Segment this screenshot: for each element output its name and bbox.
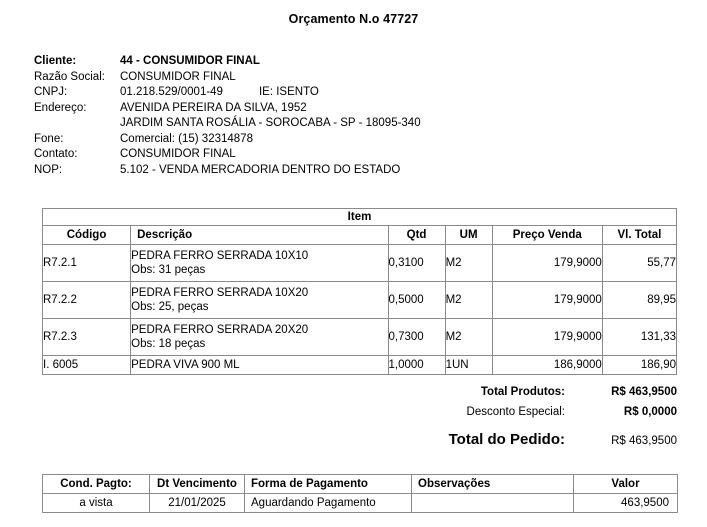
cell-descricao-obs: Obs: 18 peças [131,338,206,350]
info-value-razao-social: CONSUMIDOR FINAL [120,70,236,83]
cell-descricao [131,319,388,356]
info-value-cnpj-number: 01.218.529/0001-49 [120,86,223,98]
cell-qtd: 1,0000 [388,356,445,375]
cell-um: M2 [445,245,492,282]
column-header-valor: Valor [574,475,678,494]
cell-descricao-main: PEDRA VIVA 900 ML [131,359,240,371]
column-header-observacoes: Observações [412,475,574,494]
info-row-cliente [34,54,594,70]
total-row-desconto [320,406,677,426]
table-row [43,494,678,513]
cell-vl-total: 186,90 [602,356,676,375]
info-value-endereco: AVENIDA PEREIRA DA SILVA, 1952 [120,101,307,114]
info-value-contato: CONSUMIDOR FINAL [120,148,236,160]
column-header-descricao: Descrição [131,226,388,245]
cell-vl-total: 131,33 [602,319,676,356]
info-label-razao-social: Razão Social: [34,70,105,83]
info-label-cnpj: CNPJ: [34,86,68,98]
cell-preco-venda: 179,9000 [492,282,602,319]
info-row-contato [34,147,594,163]
info-value-cnpj [120,85,319,101]
column-header-preco-venda: Preço Venda [492,226,602,245]
column-header-um: UM [445,226,492,245]
payment-table [42,474,678,513]
cell-preco-venda: 179,9000 [492,245,602,282]
info-value-ie: IE: ISENTO [258,86,319,98]
total-produtos-value: R$ 463,9500 [611,386,677,398]
cell-preco-venda: 186,9000 [492,356,602,375]
info-value-cliente: 44 - CONSUMIDOR FINAL [120,55,260,67]
column-header-forma-pagamento: Forma de Pagamento [245,475,412,494]
cell-qtd: 0,3100 [388,245,445,282]
item-table-section-title: Item [43,209,677,226]
cell-vl-total: 89,95 [602,282,676,319]
column-header-dt-vencimento: Dt Vencimento [150,475,245,494]
info-row-razao-social [34,70,594,86]
desconto-especial-label: Desconto Especial: [466,406,565,418]
info-value-nop: 5.102 - VENDA MERCADORIA DENTRO DO ESTADO [120,163,401,176]
cell-qtd: 0,7300 [388,319,445,356]
total-pedido-label: Total do Pedido: [448,431,565,448]
cell-descricao [131,282,388,319]
cell-descricao-main: PEDRA FERRO SERRADA 10X20 [131,287,309,299]
cell-observacoes [412,494,574,513]
customer-info-block [34,54,594,178]
column-header-qtd: Qtd [388,226,445,245]
cell-vl-total: 55,77 [602,245,676,282]
totals-block [320,386,677,455]
info-label-endereco: Endereço: [34,101,87,114]
info-value-endereco-line2: JARDIM SANTA ROSÁLIA - SOROCABA - SP - 18095-340 [120,117,421,129]
cell-preco-venda: 179,9000 [492,319,602,356]
total-row-produtos [320,386,677,406]
cell-forma-pagamento: Aguardando Pagamento [245,494,412,513]
cell-descricao-obs: Obs: 25, peças [131,301,209,313]
cell-codigo: R7.2.1 [43,245,131,282]
cell-dt-vencimento: 21/01/2025 [150,494,245,513]
info-label-nop: NOP: [34,163,63,176]
payment-table-header-row [43,475,678,494]
info-row-nop [34,163,594,179]
cell-descricao [131,245,388,282]
cell-descricao [131,356,388,375]
cell-descricao-main: PEDRA FERRO SERRADA 20X20 [131,324,309,336]
page-title: Orçamento N.o 47727 [288,12,419,26]
table-row [43,282,677,319]
info-row-endereco-line2 [34,116,594,132]
cell-codigo: R7.2.3 [43,319,131,356]
cell-valor: 463,9500 [574,494,678,513]
total-pedido-value: R$ 463,9500 [611,435,677,447]
cell-um: 1UN [445,356,492,375]
info-row-fone [34,132,594,148]
info-value-fone: Comercial: (15) 32314878 [120,132,253,145]
info-row-endereco [34,101,594,117]
cell-cond-pagto: a vista [43,494,150,513]
info-label-contato: Contato: [34,148,78,160]
cell-descricao-main: PEDRA FERRO SERRADA 10X10 [131,250,309,262]
cell-um: M2 [445,282,492,319]
table-row [43,245,677,282]
item-table [42,208,677,375]
item-table-header-row [43,226,677,245]
desconto-especial-value: R$ 0,0000 [623,406,677,418]
item-table-section-row [43,209,677,226]
cell-um: M2 [445,319,492,356]
info-label-fone: Fone: [34,132,64,145]
info-row-cnpj [34,85,594,101]
cell-descricao-obs: Obs: 31 peças [131,264,206,276]
total-produtos-label: Total Produtos: [480,386,565,398]
info-label-cliente: Cliente: [34,55,77,67]
table-row [43,319,677,356]
table-row [43,356,677,375]
cell-codigo: I. 6005 [43,356,131,375]
cell-qtd: 0,5000 [388,282,445,319]
column-header-codigo: Código [43,226,131,245]
cell-codigo: R7.2.2 [43,282,131,319]
column-header-cond-pagto: Cond. Pagto: [43,475,150,494]
column-header-vl-total: Vl. Total [602,226,676,245]
total-row-pedido [320,431,677,455]
